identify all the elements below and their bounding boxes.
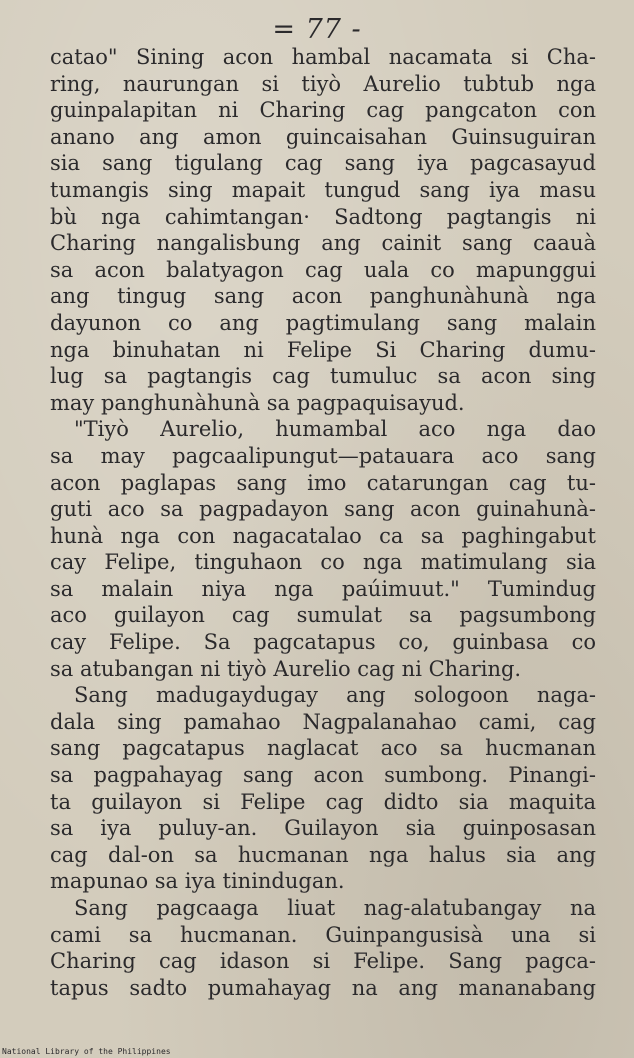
text-line: guinpalapitan ni Charing cag pangcaton con [50,98,596,123]
text-line: hunà nga con nagacatalao ca sa paghingabut [50,523,596,548]
text-line: "Tiyò Aurelio, humambal aco nga dao [74,417,596,442]
text-line: catao" Sining acon hambal nacamata si Cha- [50,45,596,69]
text-line: anano ang amon guincaisahan Guinsuguiran [50,124,596,149]
text-line: Sang pagcaaga liuat nag-alatubangay na [74,896,596,920]
text-line: mapunao sa iya tinindugan. [50,869,345,894]
text-line: tapus sadto pumahayag na ang mananabang [50,975,596,1000]
text-line: sa pagpahayag sang acon sumbong. Pinangi- [50,763,596,788]
text-line: guti aco sa pagpadayon sang acon guinahunà- [50,497,596,522]
text-line: cay Felipe. Sa pagcatapus co, guinbasa co [50,630,596,655]
text-line: tumangis sing mapait tungud sang iya masu [50,177,596,202]
library-credit: National Library of the Philippines [2,1047,171,1056]
text-line: ta guilayon si Felipe cag didto sia maquita [50,789,596,814]
text-line: lug sa pagtangis cag tumuluc sa acon sing [50,364,596,389]
text-line: cami sa hucmanan. Guinpangusisà una si [50,922,596,947]
text-line: Charing cag idason si Felipe. Sang pagca- [50,949,596,974]
text-line: sa may pagcaalipungut—patauara aco sang [50,443,596,468]
text-line: aco guilayon cag sumulat sa pagsumbong [50,603,596,628]
page-number: = 77 - [272,14,362,45]
text-line: nga binuhatan ni Felipe Si Charing dumu- [50,337,596,362]
text-line: bù nga cahimtangan· Sadtong pagtangis ni [50,204,596,229]
text-line: sa atubangan ni tiyò Aurelio cag ni Charing. [50,656,522,681]
text-line: sa acon balatyagon cag uala co mapunggui [50,257,596,282]
text-line: sa malain niya nga paúimuut." Tumindug [50,576,596,601]
text-line: may panghunàhunà sa pagpaquisayud. [50,390,465,415]
text-line: dayunon co ang pagtimulang sang malain [50,310,596,335]
text-line: cag dal-on sa hucmanan nga halus sia ang [50,842,596,867]
text-line: Charing nangalisbung ang cainit sang caauà [50,231,596,256]
text-line: ring, naurungan si tiyò Aurelio tubtub nga [50,71,596,96]
text-line: sa iya puluy-an. Guilayon sia guinposasan [50,816,596,841]
text-line: cay Felipe, tinguhaon co nga matimulang sia [50,550,596,575]
text-line: sia sang tigulang cag sang iya pagcasayud [50,151,596,176]
text-line: ang tingug sang acon panghunàhunà nga [50,284,596,309]
text-line: Sang madugaydugay ang sologoon naga- [74,683,596,708]
text-line: dala sing pamahao Nagpalanahao cami, cag [50,709,596,734]
body-text [50,44,596,1001]
text-line: acon paglapas sang imo catarungan cag tu- [50,470,596,495]
text-line: sang pagcatapus naglacat aco sa hucmanan [50,736,596,761]
